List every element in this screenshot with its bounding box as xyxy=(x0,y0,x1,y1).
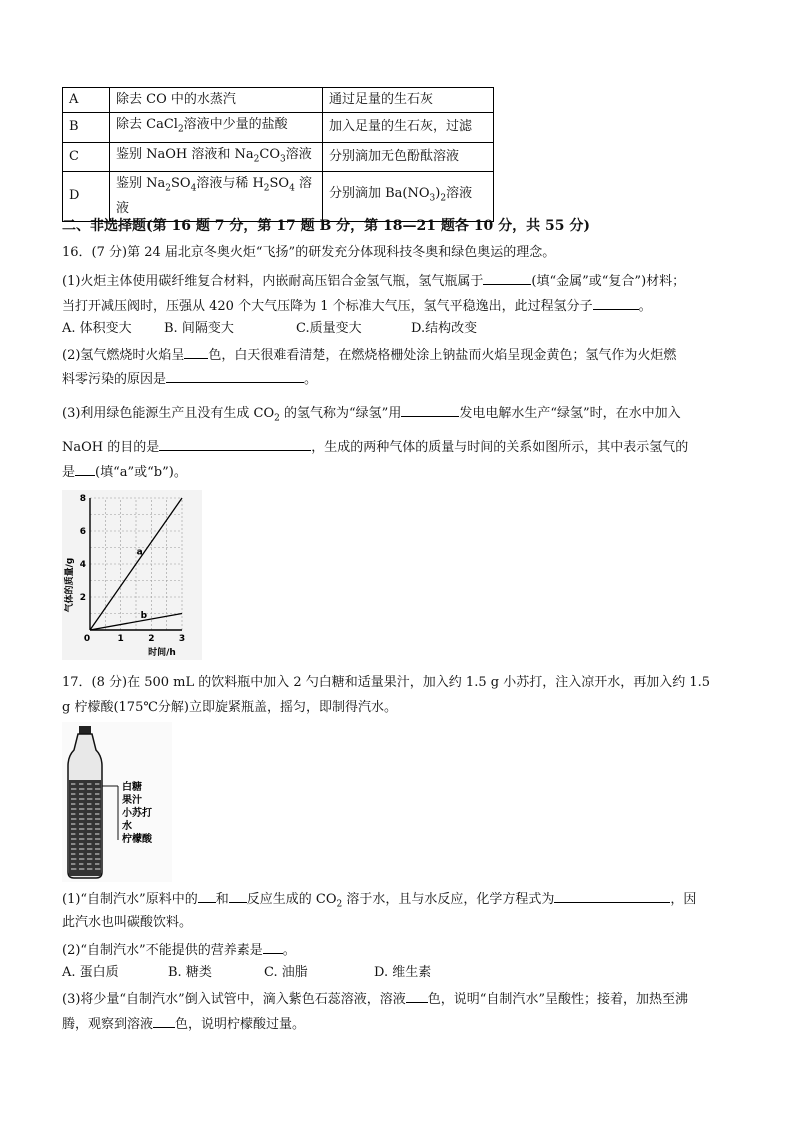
q17-part3-line1: (3)将少量“自制汽水”倒入试管中，滴入紫色石蕊溶液，溶液 色，说明“自制汽水”呈酸性；接着，加热至沸 xyxy=(62,989,688,1009)
option-a: A. 蛋白质 xyxy=(62,965,119,980)
q16-part3-line1: (3)利用绿色能源生产且没有生成 $CO_2$ 的氢气称为“绿氢”用 发电电解水生产“绿氢”时，在水中加入 xyxy=(62,403,681,428)
option-c: C. 油脂 xyxy=(264,965,308,980)
q16-part3-line3: 是 (填“a”或“b”)。 xyxy=(62,462,187,482)
series-label-b: b xyxy=(140,610,148,621)
option-c: C.质量变大 xyxy=(296,321,362,336)
table-row xyxy=(63,113,494,143)
q17-part1-line2: 此汽水也叫碳酸饮料。 xyxy=(62,915,193,930)
row-label: C xyxy=(63,142,110,172)
bottle-label: 小苏打 xyxy=(122,808,152,819)
row-method: 通过足量的生石灰 xyxy=(323,88,494,113)
bottle-illustration xyxy=(62,722,172,882)
option-b: B. 间隔变大 xyxy=(164,321,234,336)
q16-part2-line1: (2)氢气燃烧时火焰呈 色，白天很难看清楚，在燃烧格栅处涂上钠盐而火焰呈现金黄色；氢气作为火炬燃 xyxy=(62,345,676,365)
q17-options xyxy=(62,964,431,982)
row-method: 加入足量的生石灰，过滤 xyxy=(323,113,494,143)
q17-stem-line1: 17．(8 分)在 500 mL 的饮料瓶中加入 2 勺白糖和适量果汁，加入约 1.5 g 小苏打，注入凉开水，再加入约 1.5 xyxy=(62,675,710,690)
option-d: D. 维生素 xyxy=(374,965,432,980)
q17-stem-line2: g 柠檬酸(175℃分解)立即旋紧瓶盖，摇匀，即制得汽水。 xyxy=(62,700,397,715)
x-tick-label: 1 xyxy=(117,634,124,644)
gas-mass-chart xyxy=(62,490,202,660)
row-label: A xyxy=(63,88,110,113)
row-label: B xyxy=(63,113,110,143)
row-method: 分别滴加 $Ba(NO_3)_2$溶液 xyxy=(323,172,494,222)
q17-part2: (2)“自制汽水”不能提供的营养素是 。 xyxy=(62,940,296,960)
series-label-a: a xyxy=(136,547,143,558)
bottle-label: 柠檬酸 xyxy=(122,834,152,845)
q16-part1-line1: (1)火炬主体使用碳纤维复合材料，内嵌耐高压铝合金氢气瓶，氢气瓶属于 (填“金属”或“复合”)材料； xyxy=(62,271,685,291)
table-row xyxy=(63,88,494,113)
y-tick-label: 8 xyxy=(79,494,86,504)
table-row xyxy=(63,172,494,222)
q16-part3-line2: NaOH 的目的是 ，生成的两种气体的质量与时间的关系如图所示，其中表示氢气的 xyxy=(62,437,688,457)
row-operation: 除去 CO 中的水蒸汽 xyxy=(110,88,323,113)
y-tick-label: 4 xyxy=(79,560,86,570)
y-tick-label: 6 xyxy=(79,527,86,537)
row-operation: 鉴别 NaOH 溶液和 $Na_2CO_3$溶液 xyxy=(110,142,323,172)
row-method: 分别滴加无色酚酞溶液 xyxy=(323,142,494,172)
q17-part3-line2: 腾，观察到溶液 色，说明柠檬酸过量。 xyxy=(62,1014,305,1034)
section-title: 二、非选择题(第 16 题 7 分，第 17 题 B 分，第 18—21 题各 10 分，共 55 分) xyxy=(62,218,590,234)
row-operation: 鉴别 $Na_2SO_4$溶液与稀 $H_2SO_4$ 溶 液 xyxy=(110,172,323,222)
q16-stem: 16．(7 分)第 24 届北京冬奥火炬“飞扬”的研发充分体现科技冬奥和绿色奥运的理念。 xyxy=(62,245,556,260)
bottle-label: 白糖 xyxy=(122,782,142,793)
x-tick-label: 2 xyxy=(148,634,155,644)
x-axis-label: 时间/h xyxy=(148,648,176,658)
options-table xyxy=(62,87,494,222)
q16-part1-line2: 当打开减压阀时，压强从 420 个大气压降为 1 个标准大气压，氢气平稳逸出，此过程氢分子 。 xyxy=(62,296,652,316)
x-tick-label: 0 xyxy=(83,634,91,644)
option-d: D.结构改变 xyxy=(411,321,478,336)
table-row xyxy=(63,142,494,172)
q16-part2-line2: 料零污染的原因是 。 xyxy=(62,369,317,389)
y-axis-label: 气体的质量/g xyxy=(65,557,75,613)
option-b: B. 糖类 xyxy=(168,965,212,980)
option-a: A. 体积变大 xyxy=(62,321,132,336)
q17-part1-line1: (1)“自制汽水”原料中的 和 反应生成的 $CO_2$ 溶于水，且与水反应，化学方程式为 ，因 xyxy=(62,889,696,914)
bottle-label: 水 xyxy=(122,821,132,832)
bottle-label: 果汁 xyxy=(122,795,142,806)
row-operation: 除去 CaCl$_2$溶液中少量的盐酸 xyxy=(110,113,323,143)
row-label: D xyxy=(63,172,110,222)
q16-options xyxy=(62,320,477,338)
x-tick-label: 3 xyxy=(178,634,186,644)
y-tick-label: 2 xyxy=(79,593,86,603)
